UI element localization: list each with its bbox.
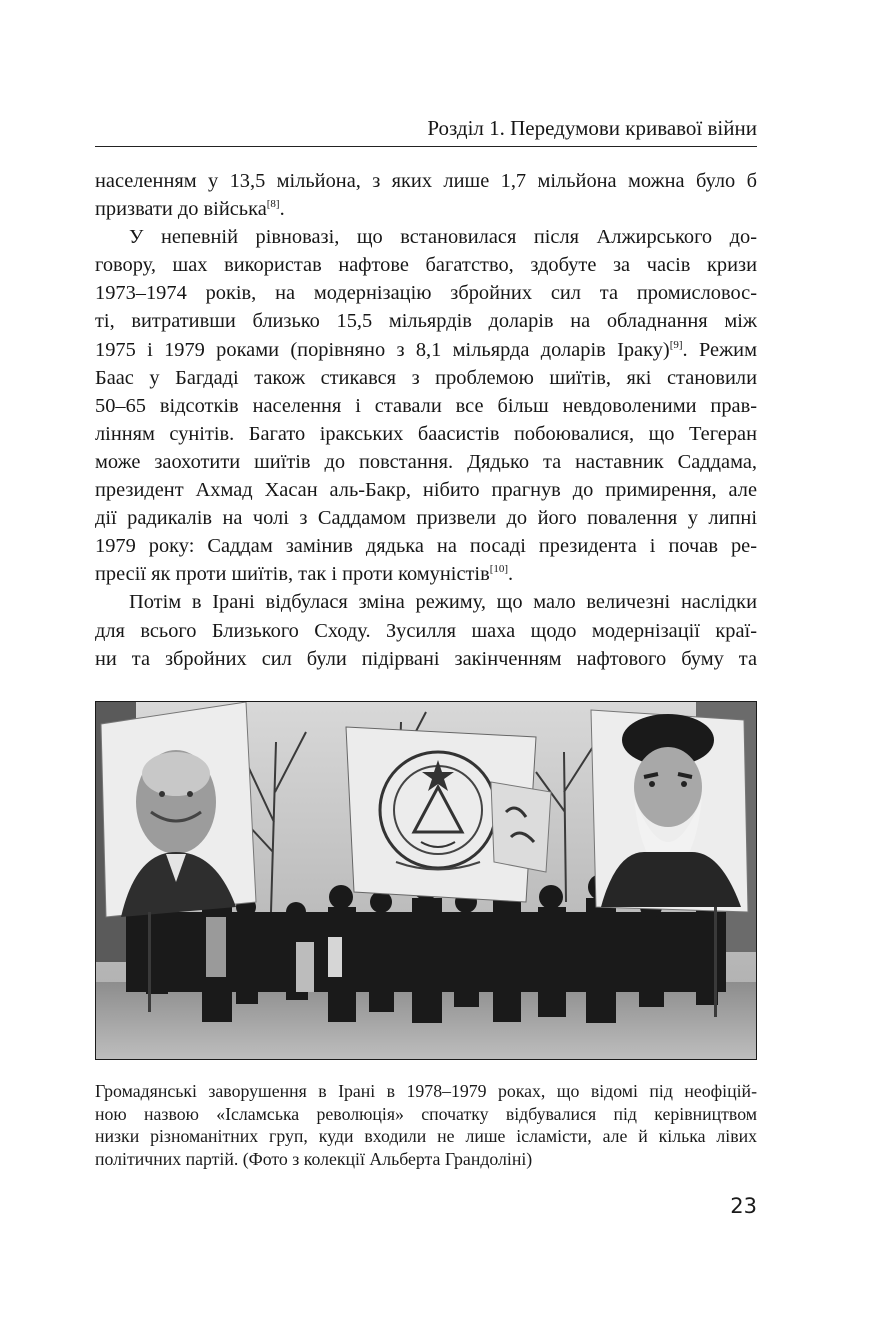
footnote-ref-10[interactable]: [10] [489,563,509,576]
p2-line-9: може заохотити шиїтів до повстання. Дядько та наставник Саддама, [95,450,757,473]
p1-line-2: призвати до війська[8]. [95,198,285,221]
p3-line-2: для всього Близького Сходу. Зусилля шаха щодо модернізації краї- [95,619,757,642]
p2-line-10: президент Ахмад Хасан аль-Бакр, нібито прагнув до примирення, але [95,479,757,502]
p2-line-3: 1973–1974 років, на модернізацію збройних сил та промисловос- [95,282,757,305]
p2-line-2: говору, шах використав нафтове багатство, здобуте за часів кризи [95,254,757,277]
footnote-ref-8[interactable]: [8] [266,198,280,211]
p2-line-1: У непевній рівновазі, що встановилася після Алжирського до- [129,226,757,249]
p2-line-6: Баас у Багдаді також стикався з проблемою шиїтів, які становили [95,366,757,389]
p3-line-1: Потім в Ірані відбулася зміна режиму, що мало величезні наслідки [129,591,757,614]
p2-line-12: 1979 року: Саддам замінив дядька на посаді президента і почав ре- [95,535,757,558]
photo-caption [95,1080,757,1170]
caption-line-4: політичних партій. (Фото з колекції Альберта Грандоліні) [95,1148,533,1169]
p3-line-3: ни та збройних сил були підірвані закінченням нафтового буму та [95,647,757,670]
footnote-ref-9[interactable]: [9] [669,338,683,351]
p2-line-7: 50–65 відсотків населення і ставали все більш невдоволеними прав- [95,394,757,417]
protest-photo [95,701,757,1060]
p2-line-13: пресії як проти шиїтів, так і проти комуністів[10]. [95,563,514,586]
p1-line-1: населенням у 13,5 мільйона, з яких лише 1,7 мільйона можна було б [95,170,757,192]
caption-line-2: ною назвою «Ісламська революція» спочатку відбувалися під керівництвом [95,1103,757,1124]
protest-photo-illustration [96,702,756,1059]
running-head: Розділ 1. Передумови кривавої війни [427,116,757,140]
body-text [95,167,757,673]
p2-line-4: ті, витративши близько 15,5 мільярдів доларів на обладнання між [95,310,757,333]
p2-line-11: дії радикалів на чолі з Саддамом призвели до його повалення у липні [95,507,757,530]
header-rule [95,146,757,147]
p2-line-5: 1975 і 1979 роками (порівняно з 8,1 мільярда доларів Іраку)[9]. Режим [95,338,757,361]
page-number: 23 [730,1194,757,1218]
p2-line-8: лінням сунітів. Багато іракських баасистів побоювалися, що Тегеран [95,422,757,445]
caption-line-3: низки різноманітних груп, куди входили не лише ісламісти, але й кілька лівих [95,1126,757,1147]
caption-line-1: Громадянські заворушення в Ірані в 1978–1979 роках, що відомі під неофіцій- [95,1081,757,1101]
